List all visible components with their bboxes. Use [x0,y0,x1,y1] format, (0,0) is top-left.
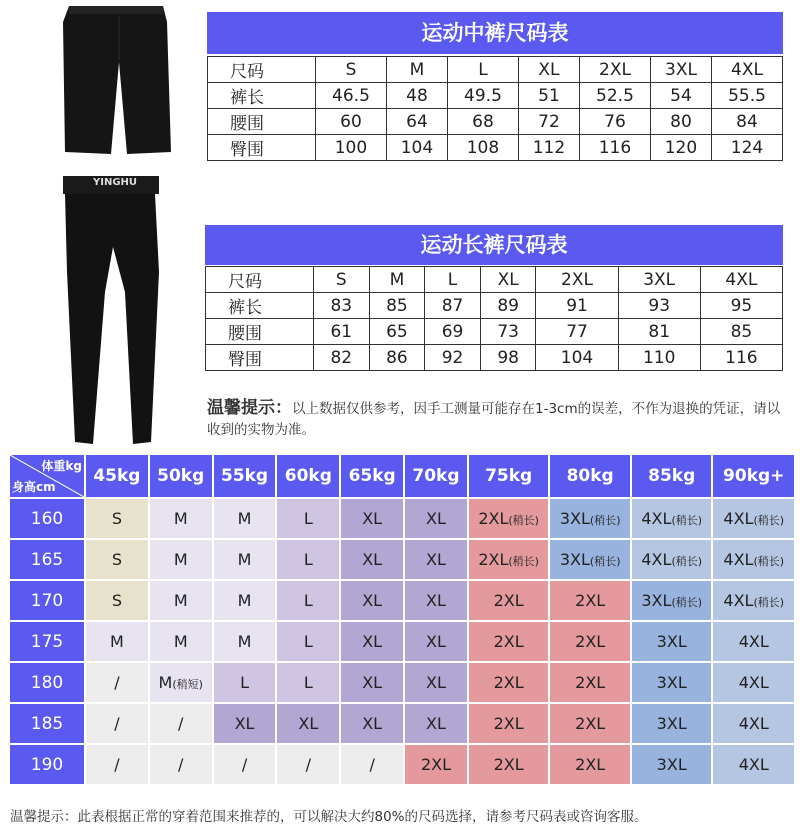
size-recommendation-cell [277,663,339,702]
size-recommendation-cell [150,499,212,538]
recommended-size: XL [426,673,446,692]
size-recommendation-cell [277,581,339,620]
size-cell: 81 [618,319,700,345]
recommended-size: / [369,755,375,774]
size-recommendation-cell [150,622,212,661]
size-recommendation-cell [277,745,339,784]
size-cell: 116 [580,135,651,161]
size-cell: 85 [369,293,425,319]
size-note: (稍长) [671,596,703,609]
recommended-size: 4XL [723,550,754,569]
size-recommendation-cell [150,745,212,784]
measurement-tip [207,398,787,441]
recommended-size: L [240,673,249,692]
size-recommendation-cell [550,745,630,784]
size-cell: 3XL [650,57,711,83]
size-note: (稍长) [508,555,539,568]
size-recommendation-cell [341,499,403,538]
recommended-size: / [178,755,184,774]
size-note: (稍长) [508,514,539,527]
size-cell: 60 [316,109,387,135]
recommended-size: M [173,550,188,569]
recommended-size: 2XL [493,714,524,733]
size-cell: 54 [650,83,711,109]
size-cell: 55.5 [712,83,783,109]
size-cell: 46.5 [316,83,387,109]
recommended-size: 2XL [575,755,606,774]
tip-text: 以上数据仅供参考，因手工测量可能存在1-3cm的误差，不作为退换的凭证，请以收到的实物为准。 [207,401,781,438]
size-recommendation-cell [632,581,712,620]
recommended-size: XL [426,714,446,733]
size-cell: 86 [369,345,425,371]
size-recommendation-cell [469,704,549,743]
size-recommendation-cell [632,663,712,702]
size-recommendation-cell [86,499,148,538]
size-table-row [208,57,783,83]
recommended-size: M [173,591,188,610]
recommended-size: M [237,632,252,651]
recommended-size: XL [426,509,446,528]
size-recommendation-cell [214,540,276,579]
size-recommendation-cell [214,704,276,743]
size-note: (稍长) [753,596,785,609]
size-cell: 100 [316,135,387,161]
size-recommendation-cell [86,663,148,702]
size-table-row [208,83,783,109]
size-recommendation-cell [632,499,712,538]
recommended-size: L [303,632,313,651]
weight-header: 90kg+ [713,455,794,497]
recommended-size: 4XL [738,673,769,692]
shorts-size-table [207,56,783,161]
size-cell: 73 [480,319,536,345]
recommended-size: M [173,632,188,651]
recommended-size: 2XL [493,673,524,692]
weight-header: 80kg [550,455,630,497]
size-note: (稍长) [671,514,703,527]
size-recommendation-cell [277,704,339,743]
recommended-size: S [111,509,122,528]
recommended-size: 3XL [559,550,590,569]
grid-row [10,663,794,702]
recommended-size: XL [298,714,319,733]
size-cell: 98 [480,345,536,371]
grid-row [10,581,794,620]
weight-header: 50kg [150,455,212,497]
size-cell: 93 [618,293,700,319]
height-axis-label: 身高cm [12,480,56,494]
recommended-size: 2XL [575,673,606,692]
long-pants-image [55,172,165,447]
recommended-size: 3XL [559,509,590,528]
size-recommendation-cell [86,704,148,743]
size-recommendation-cell [713,745,794,784]
row-label: 尺码 [206,267,314,293]
grid-row [10,704,794,743]
size-recommendation-cell [550,704,630,743]
size-cell: S [316,57,387,83]
recommended-size: S [111,550,122,569]
size-cell: 110 [618,345,700,371]
size-recommendation-cell [713,704,794,743]
recommended-size: XL [362,509,383,528]
size-recommendation-cell [86,581,148,620]
size-cell: L [448,57,519,83]
row-label: 腰围 [208,109,316,135]
size-recommendation-cell [713,581,794,620]
recommended-size: XL [234,714,255,733]
footer-note: 温馨提示：此表根据正常的穿着范围来推荐的，可以解决大约80%的尺码选择，请参考尺码表或咨询客服。 [10,809,648,825]
size-cell: 2XL [580,57,651,83]
size-cell: 48 [386,83,447,109]
size-recommendation-cell [86,540,148,579]
size-note: (稍长) [589,514,621,527]
size-cell: 124 [712,135,783,161]
size-cell: 80 [650,109,711,135]
row-label: 臀围 [208,135,316,161]
recommended-size: M [158,673,173,692]
size-note: (稍长) [671,555,703,568]
size-recommendation-cell [150,704,212,743]
size-recommendation-cell [341,540,403,579]
size-recommendation-cell [341,663,403,702]
recommended-size: XL [362,632,383,651]
pants-table-title: 运动长裤尺码表 [205,225,783,265]
size-recommendation-cell [341,622,403,661]
recommended-size: / [178,714,184,733]
size-recommendation-cell [550,663,630,702]
recommended-size: 2XL [478,509,509,528]
size-cell: 85 [700,319,782,345]
size-recommendation-cell [214,581,276,620]
size-recommendation-cell [469,745,549,784]
recommended-size: / [305,755,312,774]
recommended-size: XL [426,632,446,651]
size-recommendation-cell [150,540,212,579]
recommended-size: XL [426,550,446,569]
height-label: 185 [10,704,84,743]
weight-axis-label: 体重kg [41,459,82,473]
size-recommendation-cell [86,745,148,784]
size-cell: 108 [448,135,519,161]
size-cell: 72 [518,109,579,135]
size-recommendation-cell [713,622,794,661]
height-label: 165 [10,540,84,579]
recommended-size: / [114,714,120,733]
recommended-size: XL [362,673,383,692]
size-cell: S [314,267,370,293]
size-recommendation-cell [150,663,212,702]
recommended-size: XL [362,550,383,569]
size-cell: 87 [425,293,481,319]
size-recommendation-cell [214,663,276,702]
recommended-size: M [237,509,252,528]
size-cell: 120 [650,135,711,161]
size-recommendation-cell [277,499,339,538]
weight-header: 75kg [469,455,549,497]
size-recommendation-cell [277,622,339,661]
recommended-size: 3XL [656,632,687,651]
size-recommendation-cell [469,540,549,579]
weight-header: 65kg [341,455,403,497]
recommended-size: L [303,509,313,528]
recommended-size: M [173,509,188,528]
recommended-size: 2XL [493,591,524,610]
size-cell: L [425,267,481,293]
size-recommendation-cell [469,663,549,702]
recommended-size: 4XL [738,755,769,774]
recommended-size: 4XL [738,714,769,733]
recommended-size: 2XL [493,755,524,774]
recommended-size: 2XL [478,550,509,569]
size-cell: 64 [386,109,447,135]
size-recommendation-cell [150,581,212,620]
size-cell: 91 [536,293,618,319]
size-cell: 61 [314,319,370,345]
size-recommendation-cell [713,499,794,538]
recommended-size: XL [426,591,446,610]
size-recommendation-cell [405,540,467,579]
grid-row [10,540,794,579]
size-cell: 89 [480,293,536,319]
size-cell: 104 [536,345,618,371]
size-table-row [206,267,783,293]
size-recommendation-cell [632,745,712,784]
size-recommendation-cell [405,622,467,661]
size-recommendation-cell [405,663,467,702]
size-recommendation-cell [214,745,276,784]
size-note: (稍长) [753,555,785,568]
size-recommendation-cell [713,540,794,579]
size-cell: 2XL [536,267,618,293]
recommended-size: 3XL [656,714,687,733]
recommended-size: 2XL [575,714,606,733]
size-recommendation-cell [632,540,712,579]
weight-header: 70kg [405,455,467,497]
size-table-row [206,293,783,319]
shorts-table-title: 运动中裤尺码表 [207,12,783,54]
size-table-row [206,345,783,371]
size-cell: 83 [314,293,370,319]
recommended-size: / [114,673,120,692]
grid-corner [10,455,84,497]
size-recommendation-cell [405,499,467,538]
size-recommendation-cell [214,499,276,538]
size-recommendation-cell [469,581,549,620]
recommended-size: M [237,591,252,610]
row-label: 裤长 [206,293,314,319]
size-cell: 69 [425,319,481,345]
recommended-size: XL [362,714,383,733]
size-cell: 68 [448,109,519,135]
pants-size-table [205,266,783,371]
size-cell: 92 [425,345,481,371]
size-cell: M [386,57,447,83]
size-cell: 84 [712,109,783,135]
recommended-size: 3XL [656,755,687,774]
recommended-size: 3XL [641,591,672,610]
size-cell: 49.5 [448,83,519,109]
size-recommendation-cell [632,704,712,743]
size-cell: 65 [369,319,425,345]
height-label: 175 [10,622,84,661]
tip-lead: 温馨提示： [207,398,292,418]
size-cell: XL [480,267,536,293]
size-recommendation-cell [277,540,339,579]
size-cell: 51 [518,83,579,109]
recommended-size: 4XL [641,550,672,569]
weight-header: 60kg [277,455,339,497]
recommended-size: / [114,755,120,774]
height-label: 170 [10,581,84,620]
size-table-row [206,319,783,345]
size-recommendation-cell [550,622,630,661]
recommended-size: 3XL [656,673,687,692]
size-recommendation-cell [341,745,403,784]
size-recommendation-cell [713,663,794,702]
size-recommendation-cell [341,704,403,743]
size-recommendation-cell [550,540,630,579]
grid-row [10,745,794,784]
height-label: 180 [10,663,84,702]
weight-header: 85kg [632,455,712,497]
weight-header: 45kg [86,455,148,497]
recommended-size: L [303,673,313,692]
weight-header: 55kg [214,455,276,497]
recommended-size: 4XL [723,509,754,528]
size-table-row [208,109,783,135]
size-cell: 76 [580,109,651,135]
size-recommendation-cell [86,622,148,661]
size-cell: M [369,267,425,293]
waistband-text: YINGHU [93,177,138,188]
grid-row [10,622,794,661]
size-recommendation-cell [405,704,467,743]
size-recommendation-cell [632,622,712,661]
size-cell: 77 [536,319,618,345]
grid-header-row [10,455,794,497]
size-note: (稍长) [753,514,785,527]
height-label: 190 [10,745,84,784]
size-recommendation-grid [8,453,796,786]
recommended-size: 2XL [420,755,451,774]
recommended-size: 2XL [493,632,524,651]
recommended-size: L [303,591,313,610]
recommended-size: 2XL [575,632,606,651]
size-note: (稍长) [589,555,621,568]
row-label: 裤长 [208,83,316,109]
size-cell: 3XL [618,267,700,293]
size-recommendation-cell [469,499,549,538]
grid-row [10,499,794,538]
size-cell: 104 [386,135,447,161]
shorts-image [55,2,175,162]
size-cell: 112 [518,135,579,161]
size-recommendation-cell [405,581,467,620]
recommended-size: 4XL [723,591,754,610]
size-recommendation-cell [405,745,467,784]
size-recommendation-cell [341,581,403,620]
size-cell: XL [518,57,579,83]
recommended-size: M [110,632,124,651]
recommended-size: L [303,550,313,569]
size-cell: 4XL [712,57,783,83]
size-recommendation-cell [469,622,549,661]
size-note: (稍短) [172,678,203,691]
size-cell: 95 [700,293,782,319]
size-recommendation-cell [550,581,630,620]
size-recommendation-cell [550,499,630,538]
row-label: 尺码 [208,57,316,83]
row-label: 腰围 [206,319,314,345]
size-cell: 116 [700,345,782,371]
recommended-size: M [237,550,252,569]
recommended-size: S [111,591,122,610]
size-cell: 82 [314,345,370,371]
recommended-size: 4XL [641,509,672,528]
recommended-size: 4XL [738,632,769,651]
recommended-size: XL [362,591,383,610]
recommended-size: 2XL [575,591,606,610]
size-cell: 52.5 [580,83,651,109]
size-cell: 4XL [700,267,782,293]
height-label: 160 [10,499,84,538]
row-label: 臀围 [206,345,314,371]
size-recommendation-cell [214,622,276,661]
recommended-size: / [241,755,248,774]
size-table-row [208,135,783,161]
